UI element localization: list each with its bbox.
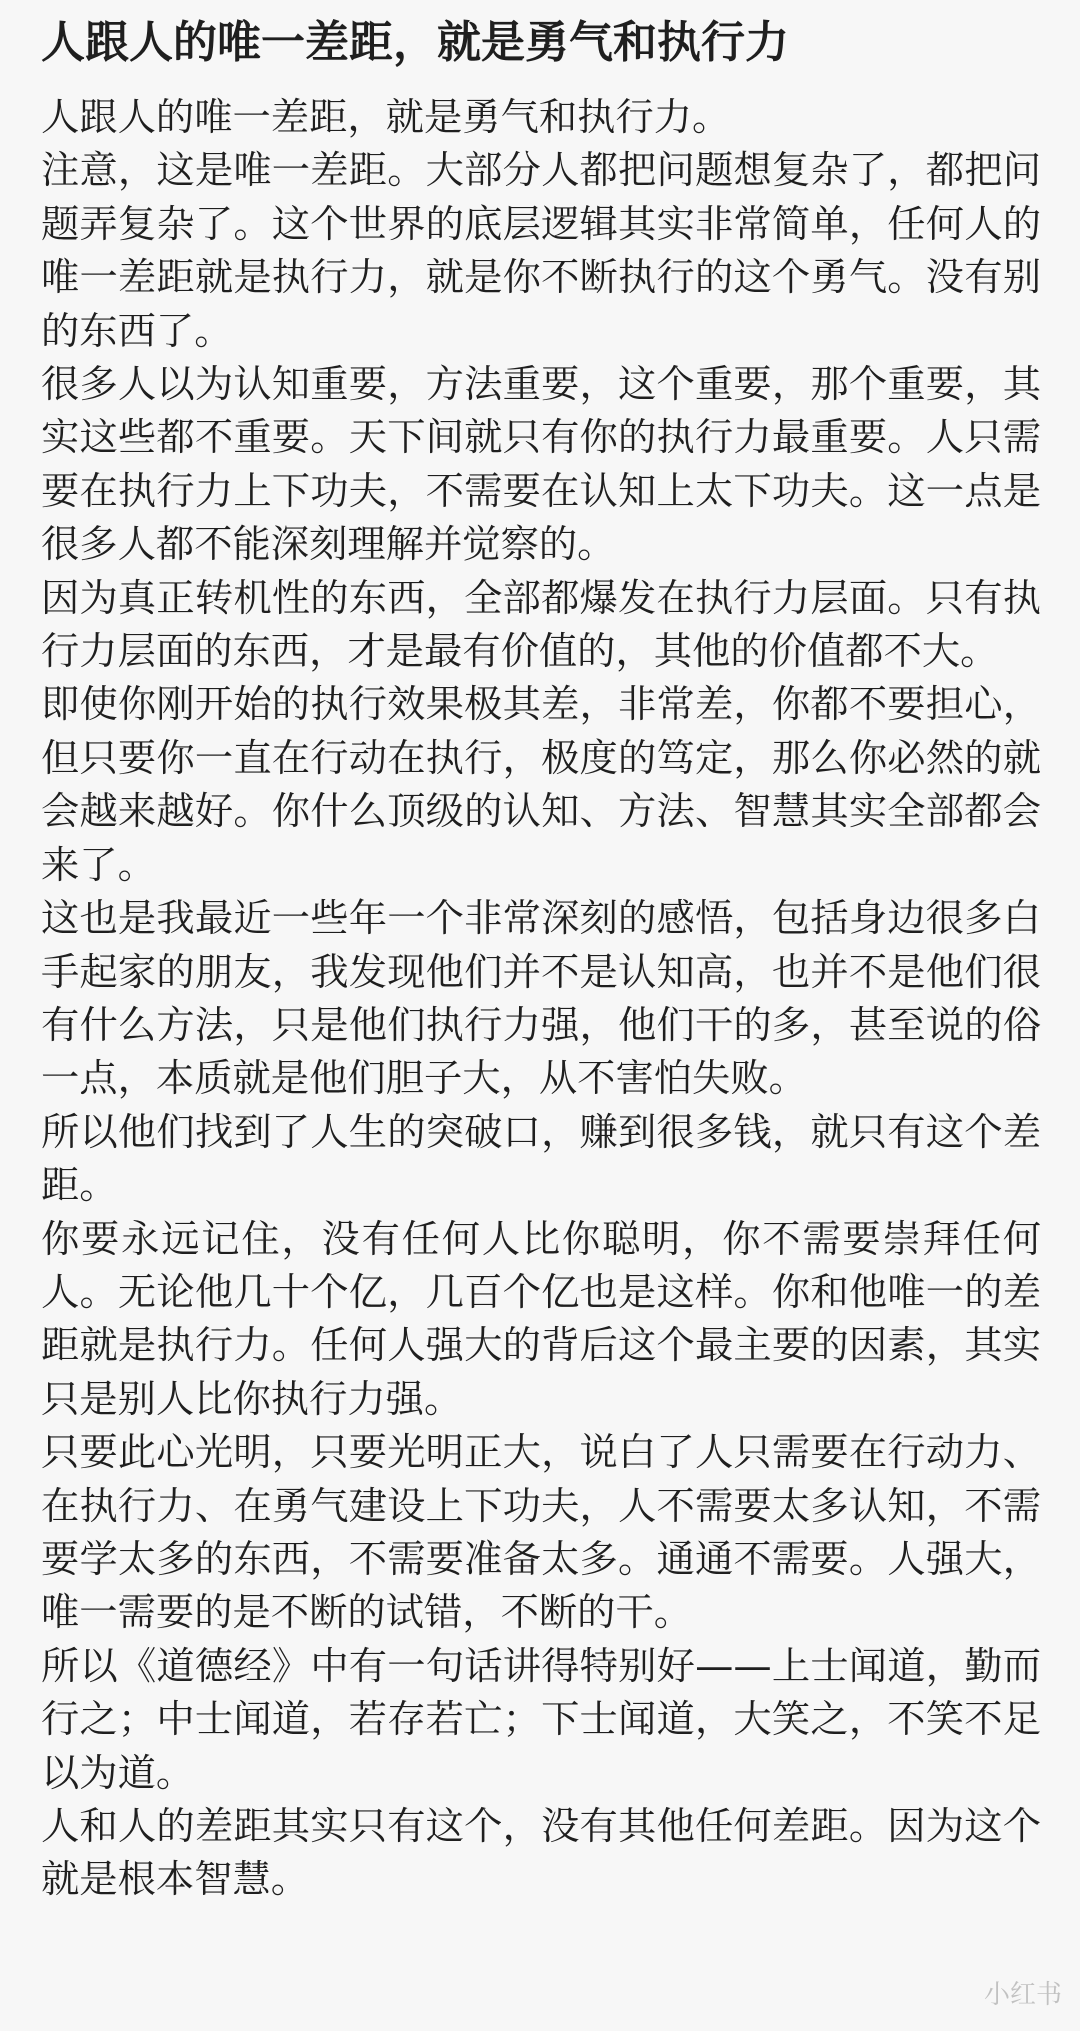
watermark: 小红书 (983, 1980, 1062, 2010)
article-body (41, 91, 1041, 1907)
paragraph: 因为真正转机性的东西，全部都爆发在执行力层面。只有执行力层面的东西，才是最有价值的，其他的价值都不大。 (41, 575, 1041, 675)
paragraph: 所以《道德经》中有一句话讲得特别好——上士闻道，勤而行之；中士闻道，若存若亡；下士闻道，大笑之，不笑不足以为道。 (41, 1643, 1041, 1796)
paragraph: 这也是我最近一些年一个非常深刻的感悟，包括身边很多白手起家的朋友，我发现他们并不是认知高，也并不是他们很有什么方法，只是他们执行力强，他们干的多，甚至说的俗一点，本质就是他们胆子大，从不害怕失败。 (41, 896, 1041, 1102)
paragraph: 所以他们找到了人生的突破口，赚到很多钱，就只有这个差距。 (41, 1109, 1041, 1209)
paragraph: 人和人的差距其实只有这个，没有其他任何差距。因为这个就是根本智慧。 (41, 1804, 1041, 1903)
paragraph: 人跟人的唯一差距，就是勇气和执行力。 (41, 95, 731, 140)
paragraph: 即使你刚开始的执行效果极其差，非常差，你都不要担心，但只要你一直在行动在执行，极度的笃定，那么你必然的就会越来越好。你什么顶级的认知、方法、智慧其实全部都会来了。 (41, 682, 1041, 888)
paragraph: 你要永远记住，没有任何人比你聪明，你不需要崇拜任何人。无论他几十个亿，几百个亿也是这样。你和他唯一的差距就是执行力。任何人强大的背后这个最主要的因素，其实只是别人比你执行力强。 (41, 1216, 1041, 1422)
paragraph: 很多人以为认知重要，方法重要，这个重要，那个重要，其实这些都不重要。天下间就只有你的执行力最重要。人只需要在执行力上下功夫，不需要在认知上太下功夫。这一点是很多人都不能深刻理解并觉察的。 (41, 362, 1041, 568)
paragraph: 只要此心光明，只要光明正大，说白了人只需要在行动力、在执行力、在勇气建设上下功夫，人不需要太多认知，不需要学太多的东西，不需要准备太多。通通不需要。人强大，唯一需要的是不断的试错，不断的干。 (41, 1430, 1041, 1636)
paragraph: 注意，这是唯一差距。大部分人都把问题想复杂了，都把问题弄复杂了。这个世界的底层逻辑其实非常简单，任何人的唯一差距就是执行力，就是你不断执行的这个勇气。没有别的东西了。 (41, 148, 1041, 354)
article-title: 人跟人的唯一差距，就是勇气和执行力 (41, 17, 789, 68)
